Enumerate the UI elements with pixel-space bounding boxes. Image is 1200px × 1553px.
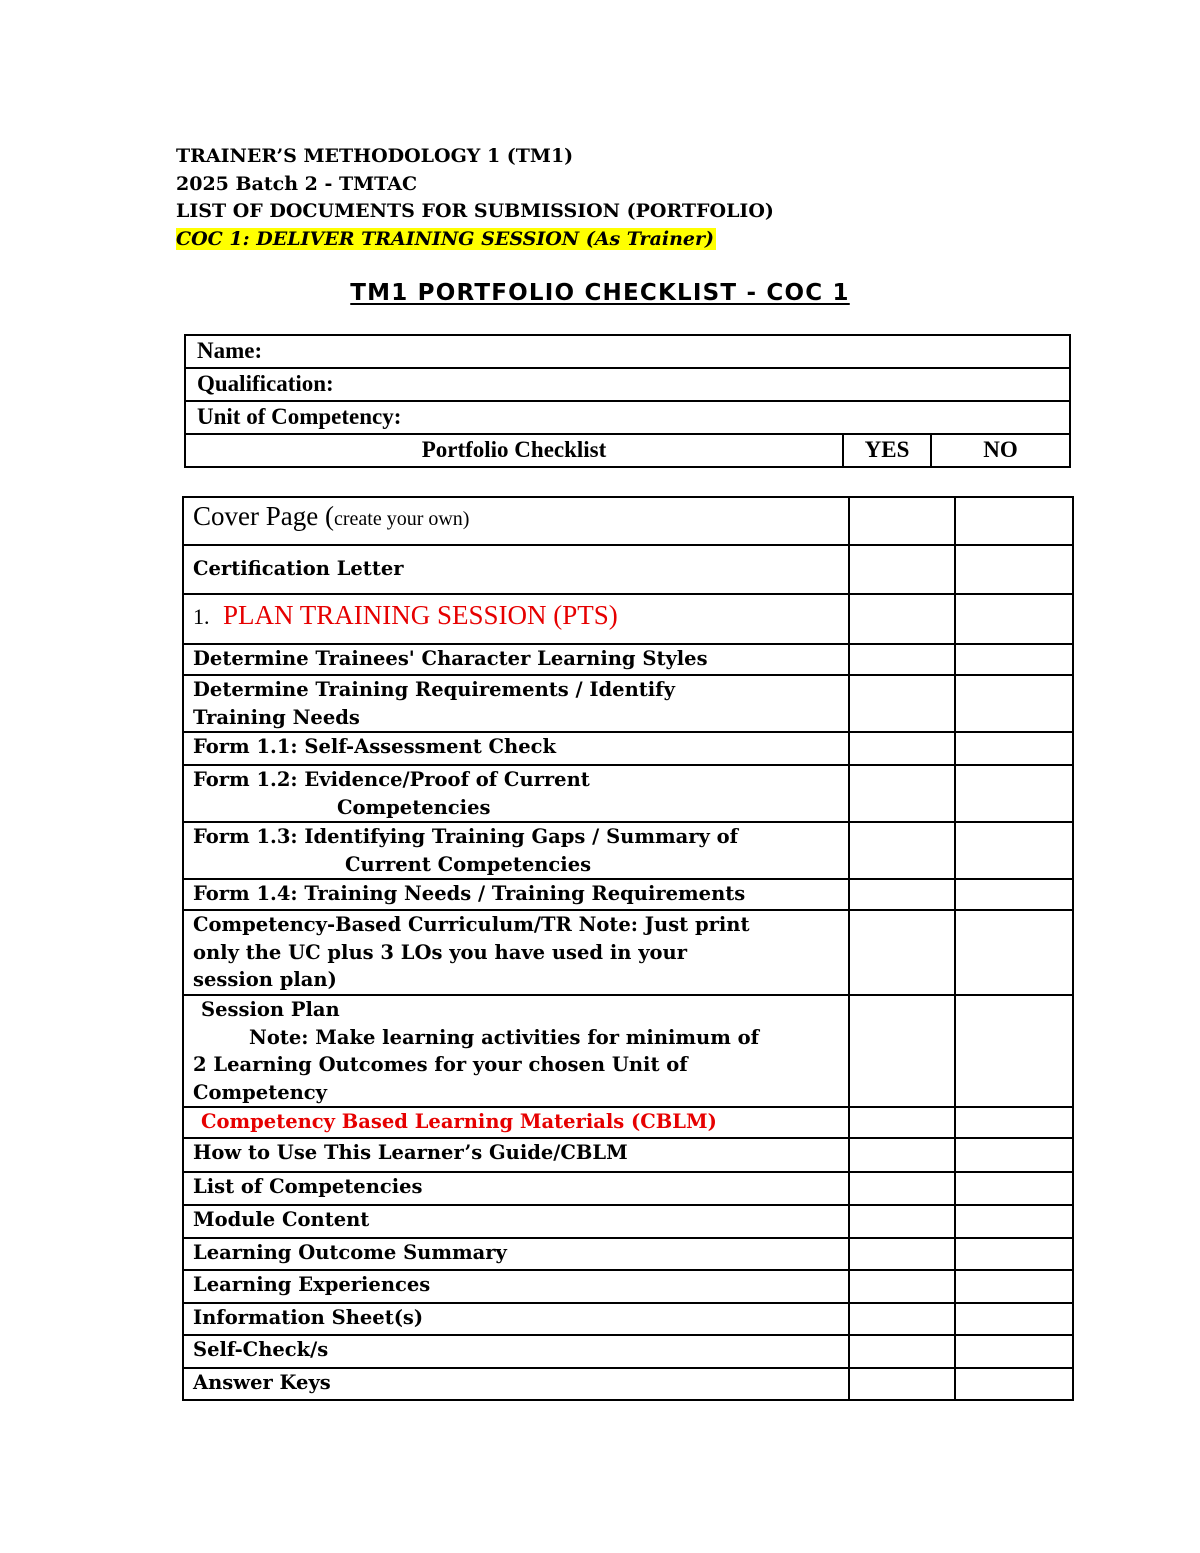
no-cell[interactable] xyxy=(955,879,1073,910)
yes-cell[interactable] xyxy=(849,765,955,822)
unit-label: Unit of Competency: xyxy=(197,404,402,429)
page-title xyxy=(0,280,1200,306)
table-row xyxy=(183,879,1073,910)
table-row xyxy=(183,644,1073,675)
unit-field[interactable] xyxy=(185,401,1070,434)
no-cell[interactable] xyxy=(955,545,1073,594)
name-label: Name: xyxy=(197,338,263,363)
item-module-content: Module Content xyxy=(183,1205,849,1238)
no-cell[interactable] xyxy=(955,1368,1073,1400)
header-list-title: LIST OF DOCUMENTS FOR SUBMISSION (PORTFOLIO) xyxy=(176,200,774,222)
yes-cell[interactable] xyxy=(849,732,955,765)
table-row xyxy=(183,1303,1073,1335)
yes-cell[interactable] xyxy=(849,545,955,594)
yes-cell[interactable] xyxy=(849,497,955,545)
table-row xyxy=(183,1270,1073,1303)
table-row xyxy=(183,1205,1073,1238)
header-batch: 2025 Batch 2 - TMTAC xyxy=(176,172,418,195)
item-form-1-2: Form 1.2: Evidence/Proof of Current Competencies xyxy=(183,765,849,822)
table-row xyxy=(183,822,1073,879)
item-information-sheets: Information Sheet(s) xyxy=(183,1303,849,1335)
item-answer-keys: Answer Keys xyxy=(183,1368,849,1400)
table-row xyxy=(183,765,1073,822)
qualification-row xyxy=(185,368,1070,401)
qualification-label: Qualification: xyxy=(197,371,334,396)
no-cell[interactable] xyxy=(955,1238,1073,1270)
yes-cell[interactable] xyxy=(849,1303,955,1335)
page-title-text: TM1 PORTFOLIO CHECKLIST - COC 1 xyxy=(350,280,850,306)
no-cell[interactable] xyxy=(955,675,1073,732)
yes-cell[interactable] xyxy=(849,910,955,995)
no-cell[interactable] xyxy=(955,594,1073,644)
item-how-to-use: How to Use This Learner’s Guide/CBLM xyxy=(183,1138,849,1172)
table-row xyxy=(183,675,1073,732)
name-field[interactable] xyxy=(185,335,1070,368)
item-learning-outcome-summary: Learning Outcome Summary xyxy=(183,1238,849,1270)
no-cell[interactable] xyxy=(955,1270,1073,1303)
table-row xyxy=(183,995,1073,1107)
item-learning-styles: Determine Trainees' Character Learning Styles xyxy=(183,644,849,675)
header-coc-highlight: COC 1: DELIVER TRAINING SESSION (As Trainer) xyxy=(176,227,715,250)
table-row xyxy=(183,545,1073,594)
no-cell[interactable] xyxy=(955,1138,1073,1172)
yes-cell[interactable] xyxy=(849,1238,955,1270)
item-self-check: Self-Check/s xyxy=(183,1335,849,1368)
item-training-requirements: Determine Training Requirements / Identify Training Needs xyxy=(183,675,849,732)
table-row xyxy=(183,732,1073,765)
table-row xyxy=(183,1138,1073,1172)
table-row xyxy=(183,1238,1073,1270)
table-row xyxy=(183,1107,1073,1138)
yes-cell[interactable] xyxy=(849,879,955,910)
yes-cell[interactable] xyxy=(849,1107,955,1138)
table-row xyxy=(183,1172,1073,1205)
yes-cell[interactable] xyxy=(849,995,955,1107)
table-row xyxy=(183,910,1073,995)
checklist-header-row xyxy=(185,434,1070,467)
table-row xyxy=(183,497,1073,545)
unit-row xyxy=(185,401,1070,434)
no-cell[interactable] xyxy=(955,910,1073,995)
no-cell[interactable] xyxy=(955,644,1073,675)
no-column-header: NO xyxy=(931,434,1070,467)
no-cell[interactable] xyxy=(955,995,1073,1107)
no-cell[interactable] xyxy=(955,1205,1073,1238)
item-competency-based-curriculum: Competency-Based Curriculum/TR Note: Just print only the UC plus 3 LOs you have used in your session plan) xyxy=(183,910,849,995)
item-form-1-4: Form 1.4: Training Needs / Training Requirements xyxy=(183,879,849,910)
yes-cell[interactable] xyxy=(849,1138,955,1172)
item-cover-page: Cover Page (create your own) xyxy=(183,497,849,545)
header-coc-line xyxy=(176,226,774,254)
table-row xyxy=(183,1368,1073,1400)
table-row xyxy=(183,1335,1073,1368)
no-cell[interactable] xyxy=(955,765,1073,822)
info-table xyxy=(184,334,1071,468)
item-session-plan: Session Plan Note: Make learning activities for minimum of 2 Learning Outcomes for your chosen Unit of Competency xyxy=(183,995,849,1107)
item-form-1-3: Form 1.3: Identifying Training Gaps / Summary of Current Competencies xyxy=(183,822,849,879)
item-list-of-competencies: List of Competencies xyxy=(183,1172,849,1205)
no-cell[interactable] xyxy=(955,1335,1073,1368)
item-certification-letter: Certification Letter xyxy=(183,545,849,594)
section-title: PLAN TRAINING SESSION (PTS) xyxy=(223,600,618,630)
item-cblm: Competency Based Learning Materials (CBLM) xyxy=(183,1107,849,1138)
no-cell[interactable] xyxy=(955,1303,1073,1335)
yes-cell[interactable] xyxy=(849,822,955,879)
header-course-title: TRAINER’S METHODOLOGY 1 (TM1) xyxy=(176,145,574,167)
qualification-field[interactable] xyxy=(185,368,1070,401)
name-row xyxy=(185,335,1070,368)
yes-cell[interactable] xyxy=(849,1172,955,1205)
no-cell[interactable] xyxy=(955,497,1073,545)
no-cell[interactable] xyxy=(955,732,1073,765)
checklist-table xyxy=(182,496,1074,1401)
no-cell[interactable] xyxy=(955,822,1073,879)
yes-cell[interactable] xyxy=(849,675,955,732)
yes-cell[interactable] xyxy=(849,1270,955,1303)
yes-column-header: YES xyxy=(843,434,931,467)
checklist-column-header: Portfolio Checklist xyxy=(185,434,843,467)
section-number: 1. xyxy=(193,604,210,629)
item-form-1-1: Form 1.1: Self-Assessment Check xyxy=(183,732,849,765)
section-plan-training-session xyxy=(183,594,849,644)
document-header xyxy=(176,143,774,253)
item-learning-experiences: Learning Experiences xyxy=(183,1270,849,1303)
yes-cell[interactable] xyxy=(849,1205,955,1238)
yes-cell[interactable] xyxy=(849,1368,955,1400)
yes-cell[interactable] xyxy=(849,594,955,644)
table-row xyxy=(183,594,1073,644)
no-cell[interactable] xyxy=(955,1107,1073,1138)
no-cell[interactable] xyxy=(955,1172,1073,1205)
yes-cell[interactable] xyxy=(849,1335,955,1368)
yes-cell[interactable] xyxy=(849,644,955,675)
